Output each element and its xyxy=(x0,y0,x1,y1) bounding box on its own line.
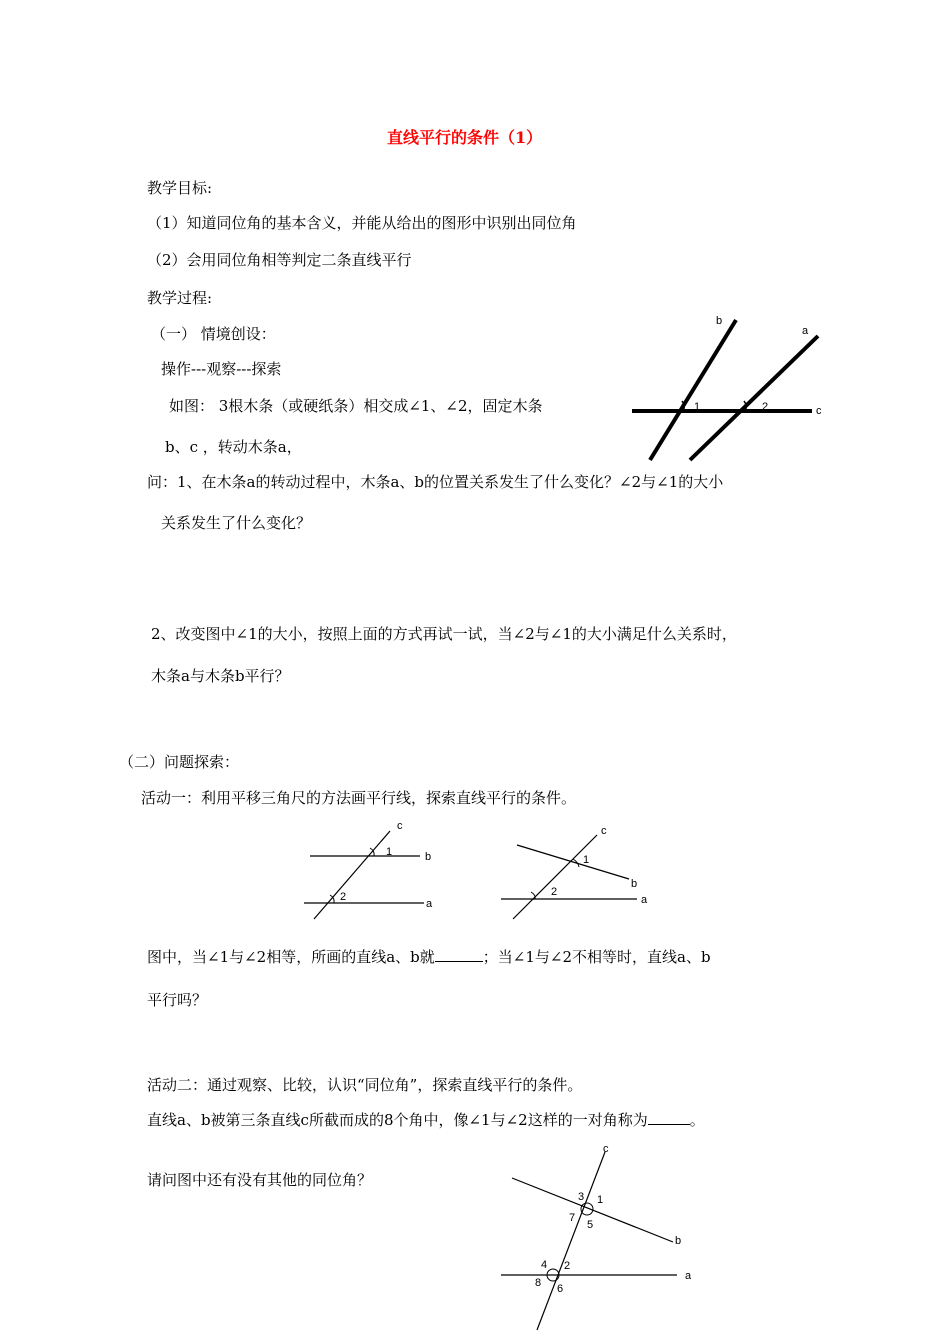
activity-2-text: 活动二：通过观察、比较，认识“同位角”，探索直线平行的条件。 xyxy=(147,1076,583,1094)
fill-in-question-1 xyxy=(147,947,711,967)
answer-blank-2[interactable] xyxy=(648,1124,690,1125)
page-title: 直线平行的条件（1） xyxy=(387,128,543,147)
line-c xyxy=(314,831,393,919)
question-1-line-2: 关系发生了什么变化？ xyxy=(161,514,312,532)
fill-in-suffix: ；当∠1与∠2不相等时，直线a、b xyxy=(482,948,711,966)
label-angle-6: 6 xyxy=(557,1283,564,1295)
section1-heading: （一） 情境创设： xyxy=(151,325,276,343)
question-2-line-2: 木条a与木条b平行？ xyxy=(151,667,290,685)
figure-eight-angles xyxy=(495,1140,700,1335)
figure-non-parallel xyxy=(495,815,655,925)
definition-prefix: 直线a、b被第三条直线c所截而成的8个角中，像∠1与∠2这样的一对角称为 xyxy=(147,1111,648,1129)
label-angle-7: 7 xyxy=(569,1212,576,1224)
label-b: b xyxy=(631,878,638,890)
label-angle-1: 1 xyxy=(386,846,393,858)
figure-three-sticks xyxy=(628,310,828,470)
line-b xyxy=(650,320,736,460)
operation-text: 操作---观察---探索 xyxy=(161,360,282,378)
question-2-line-1: 2、改变图中∠1的大小，按照上面的方式再试一试，当∠2与∠1的大小满足什么关系时， xyxy=(151,625,737,643)
line-a xyxy=(690,336,818,460)
label-angle-8: 8 xyxy=(535,1277,542,1289)
label-c: c xyxy=(397,820,403,832)
goal-item-1: （1）知道同位角的基本含义，并能从给出的图形中识别出同位角 xyxy=(147,214,577,232)
fill-in-question-1-line-2: 平行吗？ xyxy=(147,991,208,1009)
goals-heading: 教学目标: xyxy=(147,179,213,197)
line-c xyxy=(537,1152,605,1330)
label-b: b xyxy=(716,315,723,327)
question-1-line-1: 问：1、在木条a的转动过程中，木条a、b的位置关系发生了什么变化？∠2与∠1的大小 xyxy=(147,473,724,491)
fill-in-prefix: 图中，当∠1与∠2相等，所画的直线a、b就 xyxy=(147,948,435,966)
activity-1-text: 活动一：利用平移三角尺的方法画平行线，探索直线平行的条件。 xyxy=(141,789,577,807)
label-angle-1: 1 xyxy=(694,401,701,413)
label-angle-5: 5 xyxy=(587,1219,594,1231)
figure-description-1: 如图： 3根木条（或硬纸条）相交成∠1、∠2，固定木条 xyxy=(169,397,543,415)
label-a: a xyxy=(802,325,809,337)
label-angle-1: 1 xyxy=(597,1194,604,1206)
label-angle-3: 3 xyxy=(578,1191,585,1203)
label-angle-2: 2 xyxy=(762,401,769,413)
label-a: a xyxy=(426,898,433,910)
label-angle-4: 4 xyxy=(541,1259,548,1271)
label-c: c xyxy=(601,825,607,837)
definition-suffix: 。 xyxy=(689,1111,705,1129)
other-angles-question: 请问图中还有没有其他的同位角？ xyxy=(147,1171,373,1189)
label-b: b xyxy=(675,1235,682,1247)
label-a: a xyxy=(641,894,648,906)
label-b: b xyxy=(425,851,432,863)
process-heading: 教学过程: xyxy=(147,289,213,307)
label-c: c xyxy=(603,1143,609,1155)
line-b xyxy=(517,845,629,879)
label-a: a xyxy=(685,1270,692,1282)
label-angle-2: 2 xyxy=(340,891,347,903)
label-angle-1: 1 xyxy=(583,854,590,866)
label-angle-2: 2 xyxy=(564,1260,571,1272)
label-c: c xyxy=(816,405,822,417)
section2-heading: （二）问题探索： xyxy=(119,753,240,771)
definition-question xyxy=(147,1110,705,1130)
goal-item-2: （2）会用同位角相等判定二条直线平行 xyxy=(147,251,412,269)
label-angle-2: 2 xyxy=(551,886,558,898)
figure-parallel xyxy=(298,815,448,925)
figure-description-2: b、c ，转动木条a， xyxy=(165,438,302,456)
answer-blank-1[interactable] xyxy=(435,961,483,962)
